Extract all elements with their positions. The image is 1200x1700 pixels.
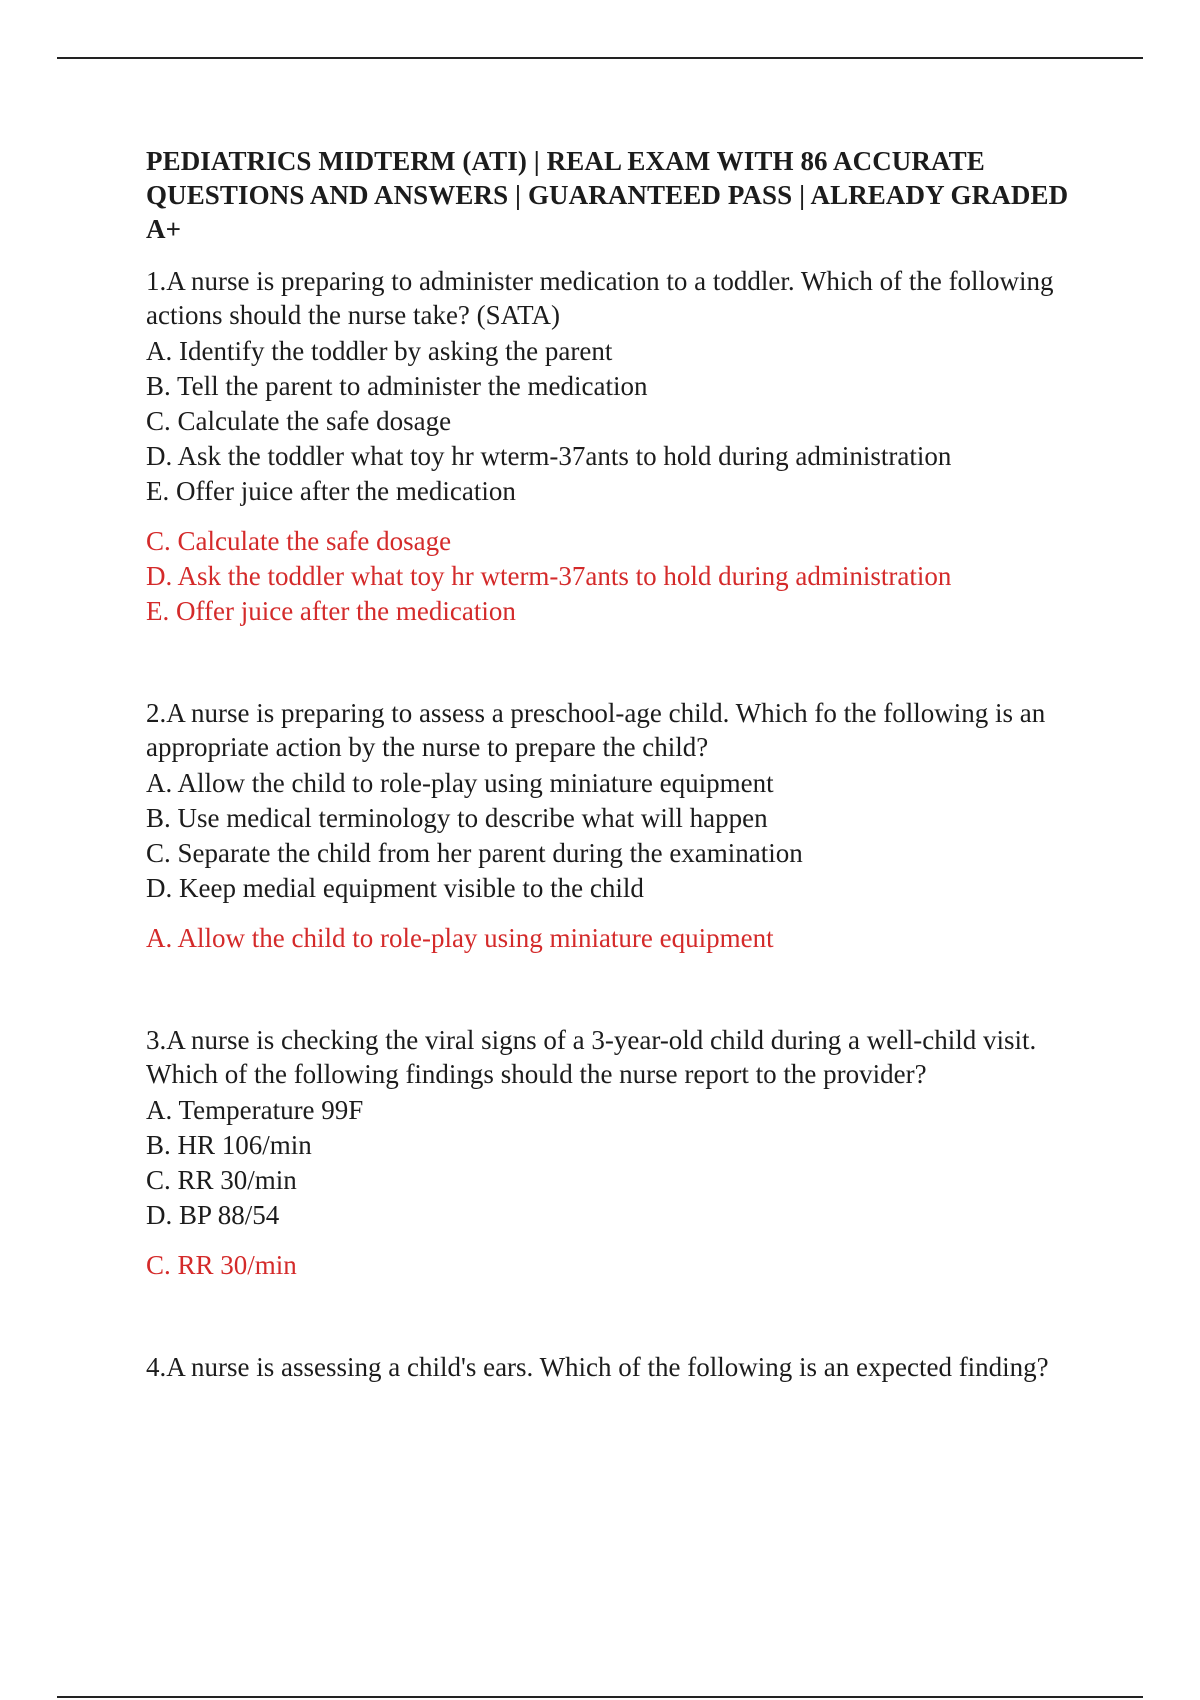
answer-key — [146, 1248, 1106, 1283]
option-d: D. Ask the toddler what toy hr wterm-37ants to hold during administration — [146, 441, 952, 471]
question-4 — [146, 1350, 1106, 1384]
question-text: 1.A nurse is preparing to administer medication to a toddler. Which of the following actions should the nurse take? (SATA) — [146, 266, 1054, 330]
top-divider — [57, 57, 1143, 59]
document-title: PEDIATRICS MIDTERM (ATI) | REAL EXAM WITH 86 ACCURATE QUESTIONS AND ANSWERS | GUARANTEED PASS | ALREADY GRADED A+ — [146, 146, 1069, 244]
option-b: B. Use medical terminology to describe what will happen — [146, 803, 768, 833]
answer-line: C. Calculate the safe dosage — [146, 526, 452, 556]
option-b: B. HR 106/min — [146, 1130, 312, 1160]
answer-line: E. Offer juice after the medication — [146, 596, 516, 626]
option-a: A. Identify the toddler by asking the parent — [146, 336, 613, 366]
option-c: C. RR 30/min — [146, 1165, 297, 1195]
bottom-divider — [57, 1696, 1143, 1698]
option-c: C. Separate the child from her parent during the examination — [146, 838, 803, 868]
answer-line: C. RR 30/min — [146, 1250, 297, 1280]
option-c: C. Calculate the safe dosage — [146, 406, 452, 436]
question-text: 3.A nurse is checking the viral signs of a 3-year-old child during a well-child visit. Which of the following findings should the nurse report to the provider? — [146, 1025, 1037, 1089]
document-body — [146, 144, 1106, 1386]
answer-key — [146, 921, 1106, 956]
question-text: 2.A nurse is preparing to assess a preschool-age child. Which fo the following is an appropriate action by the nurse to prepare the child? — [146, 698, 1046, 762]
option-b: B. Tell the parent to administer the medication — [146, 371, 648, 401]
option-e: E. Offer juice after the medication — [146, 476, 516, 506]
question-text: 4.A nurse is assessing a child's ears. Which of the following is an expected finding? — [146, 1352, 1049, 1382]
answer-key — [146, 524, 1106, 629]
answer-line: A. Allow the child to role-play using miniature equipment — [146, 923, 774, 953]
option-a: A. Allow the child to role-play using miniature equipment — [146, 768, 774, 798]
question-1 — [146, 264, 1106, 629]
question-2 — [146, 696, 1106, 956]
option-d: D. BP 88/54 — [146, 1200, 280, 1230]
answer-line: D. Ask the toddler what toy hr wterm-37ants to hold during administration — [146, 561, 952, 591]
option-a: A. Temperature 99F — [146, 1095, 364, 1125]
option-d: D. Keep medial equipment visible to the child — [146, 873, 644, 903]
question-3 — [146, 1023, 1106, 1283]
